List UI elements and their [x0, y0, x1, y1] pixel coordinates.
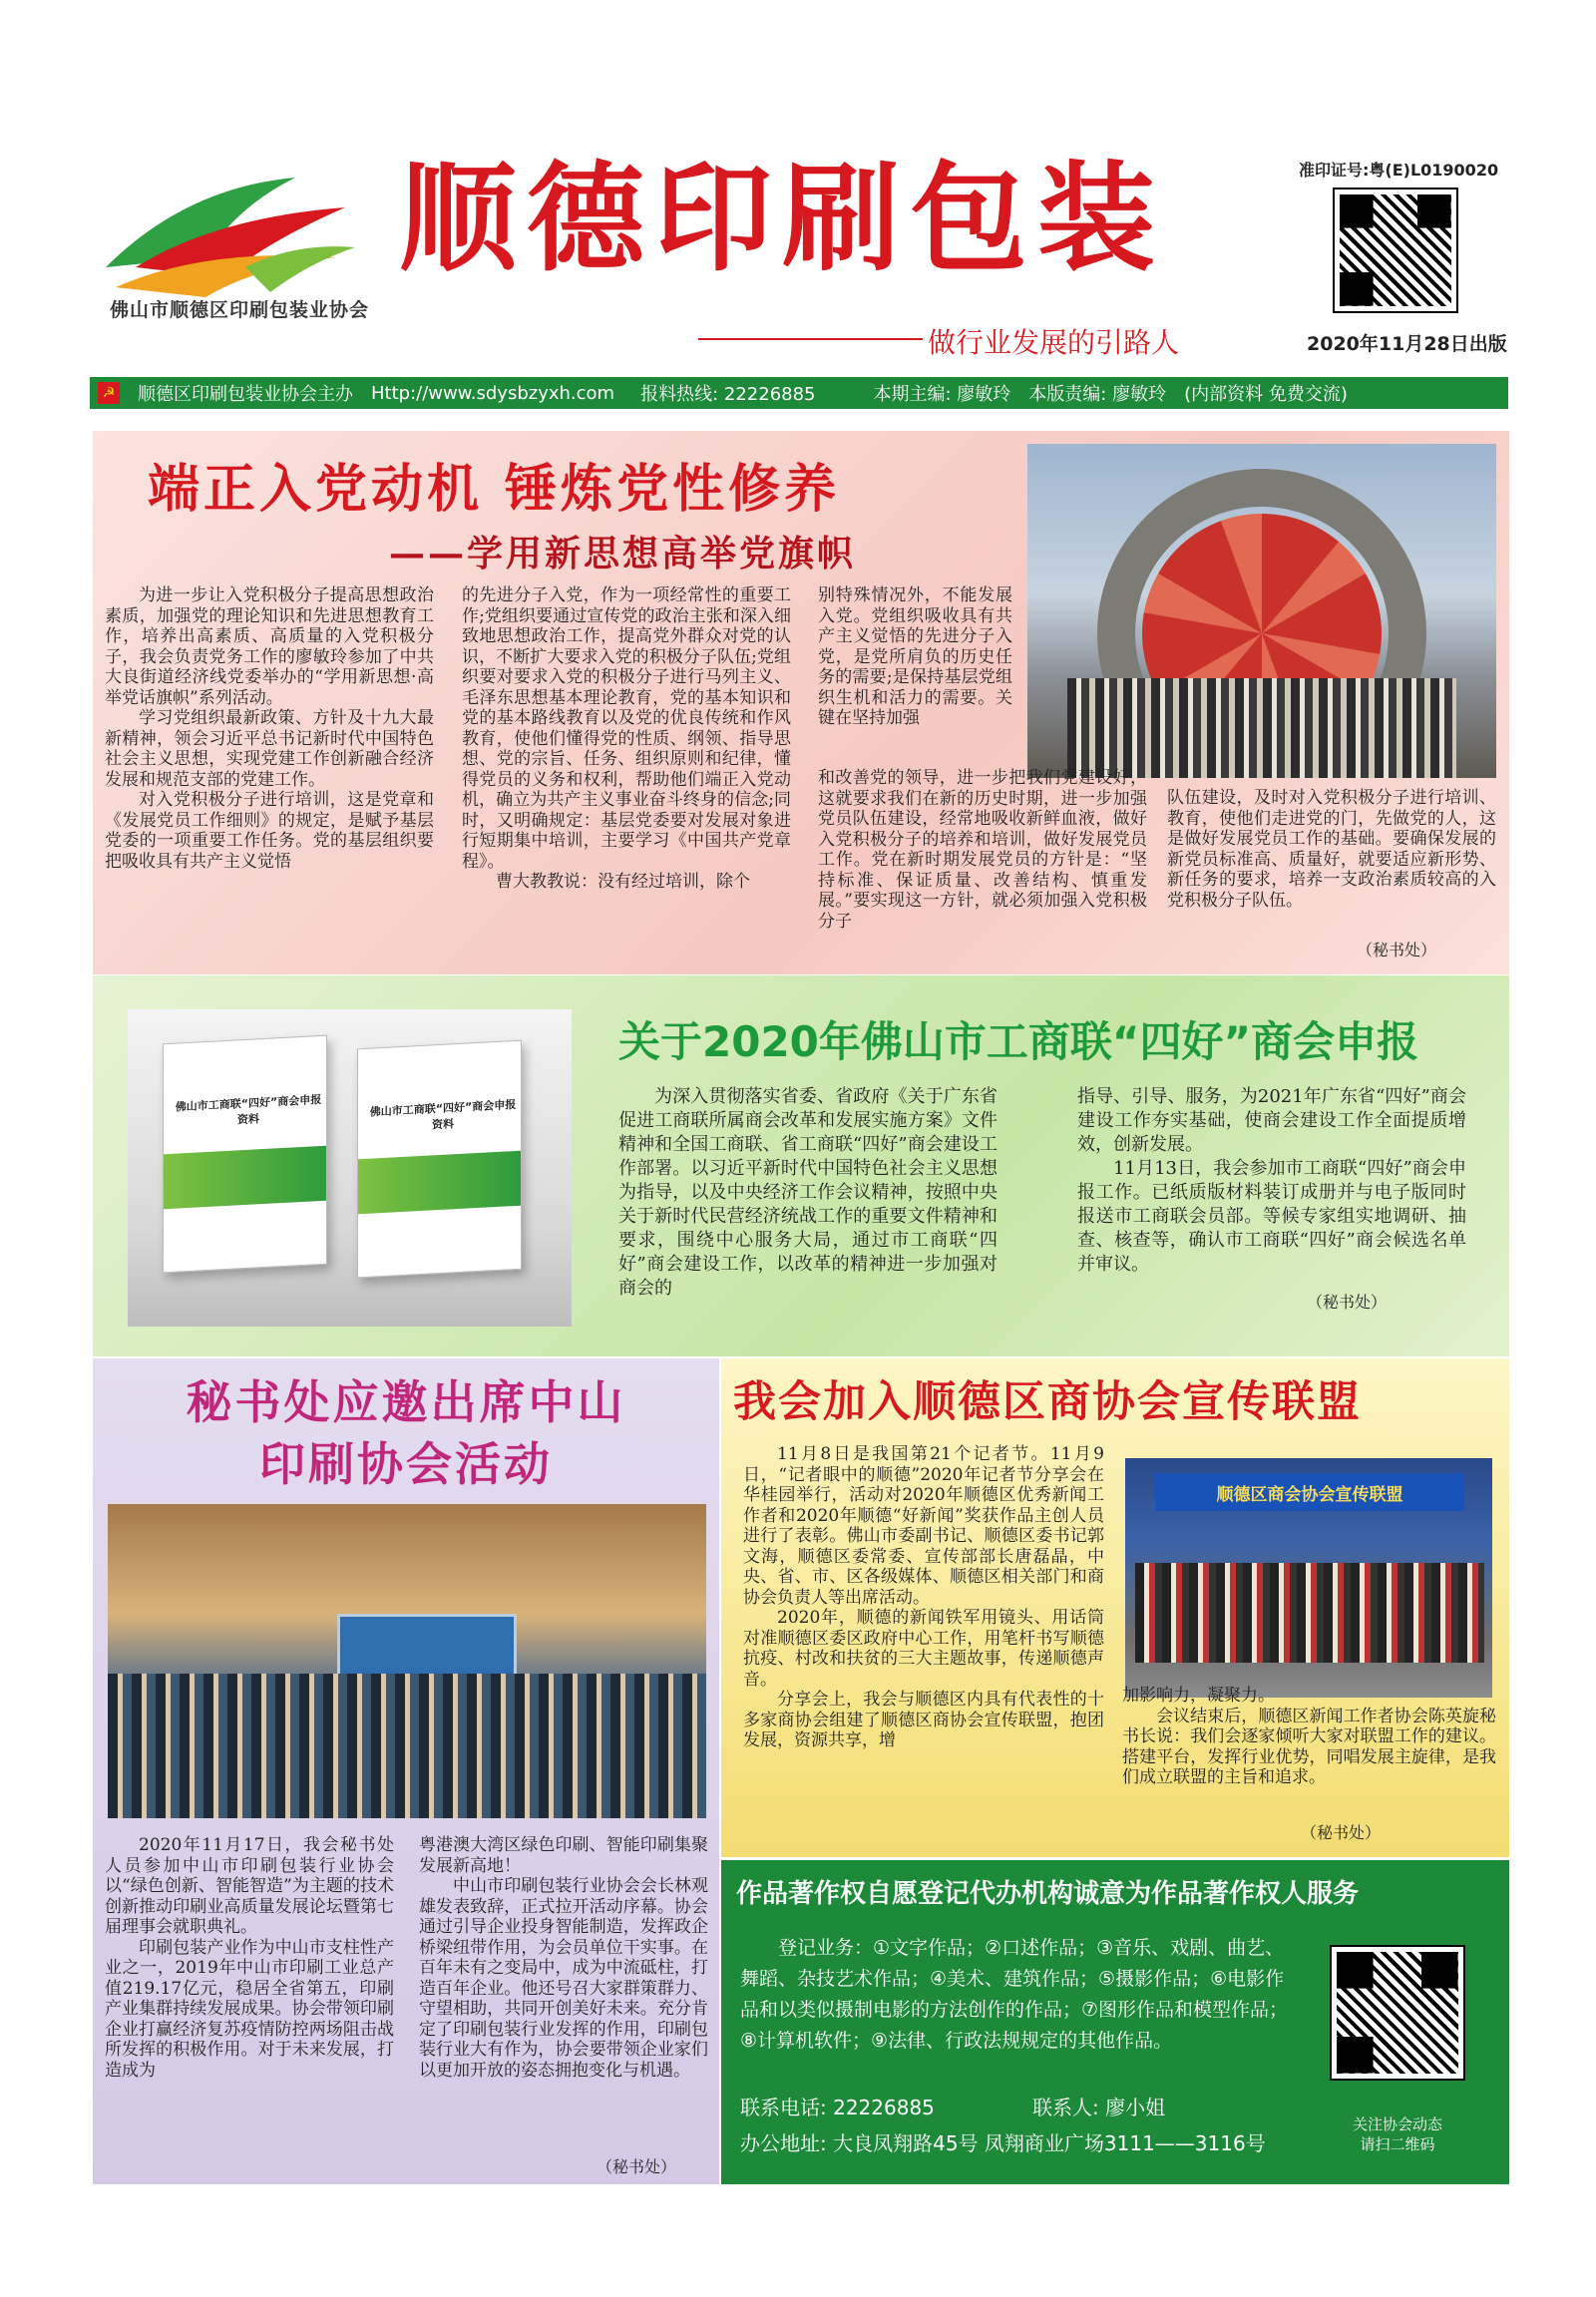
article3-signature: （秘书处）: [597, 2157, 677, 2176]
article2-col2: 指导、引导、服务，为2021年广东省“四好”商会建设工作夯实基础，使商会建设工作全面提质增效，创新发展。 11月13日，我会参加市工商联“四好”商会申报工作。已纸质版材料装订成册并与电子版同时报送市工商联会员部。等候专家组实地调研、抽查、核查等，确认市工商联“四好”商会候选名单并审议。: [1077, 1086, 1466, 1275]
conference-hall-photo: [108, 1504, 706, 1818]
info-bar: [90, 377, 1508, 409]
contact-phone: 联系电话: 22226885: [740, 2096, 935, 2119]
article1-col4: 队伍建设，及时对入党积极分子进行培训、教育，使他们走进党的门，先做党的人，这是做好发展党员工作的基础。要确保发展的新党员标准高、质量好，就要适应新形势、新任务的要求，培养一支政治素质较高的入党积极分子队伍。: [1167, 788, 1496, 911]
article4-col2: 加影响力，凝聚力。 会议结束后，顺德区新闻工作者协会陈英旋秘书长说：我们会逐家倾听大家对联盟工作的建议。搭建平台，发挥行业优势，同唱发展主旋律，是我们成立联盟的主旨和追求。: [1122, 1686, 1496, 1787]
article1-col1: 为进一步让入党积极分子提高思想政治素质，加强党的理论知识和先进思想教育工作，培养出高素质、高质量的入党积极分子，我会负责党务工作的廖敏玲参加了中共大良街道经济线党委举办的“学用新思想·高举党话旗帜”系列活动。 学习党组织最新政策、方针及十九大最新精神，领会习近平总书记新时代中国特色社会主义思想，实现党建工作创新融合经济发展和规范支部的党建工作。 对入党积极分子进行培训，这是党章和《发展党员工作细则》的规定，是赋予基层党委的一项重要工作任务。党的基层组织要把吸收具有共产主义觉悟: [105, 585, 434, 872]
article1-signature: （秘书处）: [1357, 941, 1437, 959]
contact-person: 联系人: 廖小姐: [1032, 2096, 1166, 2119]
slogan-rule: [698, 338, 923, 340]
article1-col3a: 别特殊情况外，不能发展入党。党组织吸收具有共产主义觉悟的先进分子入党，是党所肩负的历史任务的需要;是保持基层党组织生机和活力的需要。关键在坚持加强: [818, 585, 1012, 728]
party-emblem-icon: ☭: [98, 382, 120, 404]
slogan: 做行业发展的引路人: [928, 326, 1180, 359]
internal-note: (内部资料 免费交流): [1184, 384, 1348, 405]
article3-col1: 2020年11月17日，我会秘书处人员参加中山市印刷包装行业协会以“绿色创新、智能智造”为主题的技术创新推动印刷业高质量发展论坛暨第七届理事会就职典礼。 印刷包装产业作为中山市支柱性产业之一，2019年中山市印刷工业总产值219.17亿元，稳居全省第五，印刷产业集群持续发展成果。协会带领印刷企业打赢经济复苏疫情防控两场阻击战所发挥的积极作用。对于未来发展，打造成为: [105, 1835, 394, 2081]
license-number: 准印证号:粤(E)L0190020: [1299, 161, 1499, 180]
qr-caption: 关注协会动态 请扫二维码: [1352, 2115, 1442, 2153]
application-booklets-photo: 佛山市工商联“四好”商会申报资料 佛山市工商联“四好”商会申报资料: [128, 1009, 572, 1327]
article1-subtitle: ——学用新思想高举党旗帜: [389, 533, 857, 574]
copyright-body: 登记业务：①文字作品；②口述作品；③音乐、戏剧、曲艺、舞蹈、杂技艺术作品；④美术、建筑作品；⑤摄影作品；⑥电影作品和以类似摄制电影的方法创作的作品；⑦图形作品和模型作品；⑧计算机软件；⑨法律、行政法规规定的其他作品。: [740, 1937, 1289, 2052]
copyright-title: 作品著作权自愿登记代办机构诚意为作品著作权人服务: [736, 1879, 1360, 1909]
party-group-photo: [1027, 444, 1496, 778]
qr-code-top[interactable]: [1335, 190, 1456, 311]
article1-col2: 的先进分子入党，作为一项经常性的重要工作;党组织要通过宣传党的政治主张和深入细致地思想政治工作，提高党外群众对党的认识，不断扩大要求入党的积极分子队伍;党组织要对要求入党的积极分子进行马列主义、毛泽东思想基本理论教育，党的基本知识和党的基本路线教育以及党的优良传统和作风教育，使他们懂得党的性质、纲领、指导思想、党的宗旨、任务、组织原则和纪律，懂得党员的义务和权利，帮助他们端正入党动机，确立为共产主义事业奋斗终身的信念;同时，又明确规定：基层党委要对发展对象进行短期集中培训，主要学习《中国共产党章程》。 曹大教教说：没有经过培训，除个: [462, 585, 791, 892]
website-link[interactable]: Http://www.sdysbzyxh.com: [371, 382, 615, 404]
chief-editor: 本期主编: 廖敏玲: [873, 384, 1011, 405]
article3-title: 秘书处应邀出席中山 印刷协会活动: [186, 1375, 626, 1491]
article2-title: 关于2020年佛山市工商联“四好”商会申报: [618, 1017, 1419, 1066]
article4-title: 我会加入顺德区商协会宣传联盟: [733, 1377, 1362, 1427]
article3-col2: 粤港澳大湾区绿色印刷、智能印刷集聚发展新高地！ 中山市印刷包装行业协会会长林观雄发表致辞，正式拉开活动序幕。协会通过引导企业投身智能制造，发挥政企桥梁纽带作用，为会员单位干实事。在百年未有之变局中，成为中流砥柱，打造百年企业。他还号召大家群策群力、守望相助，共同开创美好未来。充分肯定了印刷包装行业发挥的作用，印刷包装行业大有作为，协会要带领企业家们以更加开放的姿态拥抱变化与机遇。: [419, 1835, 708, 2081]
issue-date: 2020年11月28日出版: [1307, 333, 1507, 355]
article1-col3b: 和改善党的领导，进一步把我们党建设好，这就要求我们在新的历史时期，进一步加强党员队伍建设，经常地吸收新鲜血液，做好入党积极分子的培养和培训，做好发展党员工作。党在新时期发展党员的方针是：“坚持标准、保证质量、改善结构、慎重发展。”要实现这一方针，就必须加强入党积极分子: [818, 768, 1147, 932]
page-editor: 本版责编: 廖敏玲: [1028, 384, 1167, 405]
article1-title: 端正入党动机 锤炼党性修养: [148, 459, 841, 520]
alliance-group-photo: 顺德区商会协会宣传联盟: [1125, 1458, 1492, 1698]
qr-code-bottom[interactable]: [1332, 1947, 1463, 2079]
article2-signature: （秘书处）: [1307, 1293, 1388, 1312]
article4-signature: （秘书处）: [1301, 1823, 1382, 1842]
office-address: 办公地址: 大良凤翔路45号 凤翔商业广场3111——3116号: [740, 2131, 1266, 2155]
masthead-title: 顺德印刷包装: [399, 149, 1166, 287]
org-name: 佛山市顺德区印刷包装业协会: [110, 299, 370, 321]
hotline-text: 报料热线: 22226885: [640, 384, 816, 405]
article4-col1: 11月8日是我国第21个记者节。11月9日，“记者眼中的顺德”2020年记者节分享会在华桂园举行，活动对2020年顺德区优秀新闻工作者和2020年顺德“好新闻”奖获作品主创人员进行了表彰。佛山市委副书记、顺德区委书记郭文海，顺德区委常委、宣传部部长唐磊晶，中央、省、市、区各级媒体、顺德区相关部门和商协会负责人等出席活动。 2020年，顺德的新闻铁军用镜头、用话筒对准顺德区委区政府中心工作，用笔杆书写顺德抗疫、村改和扶贫的三大主题故事，传递顺德声音。 分享会上，我会与顺德区内具有代表性的十多家商协会组建了顺德区商协会宣传联盟，抱团发展，资源共享，增: [743, 1444, 1104, 1750]
host-text: 顺德区印刷包装业协会主办: [138, 384, 353, 405]
article2-col1: 为深入贯彻落实省委、省政府《关于广东省促进工商联所属商会改革和发展实施方案》文件精神和全国工商联、省工商联“四好”商会建设工作部署。以习近平新时代中国特色社会主义思想为指导，以及中央经济工作会议精神，按照中央关于新时代民营经济统战工作的重要文件精神和要求，围绕中心服务大局，通过市工商联“四好”商会建设工作，以改革的精神进一步加强对商会的: [618, 1086, 998, 1299]
